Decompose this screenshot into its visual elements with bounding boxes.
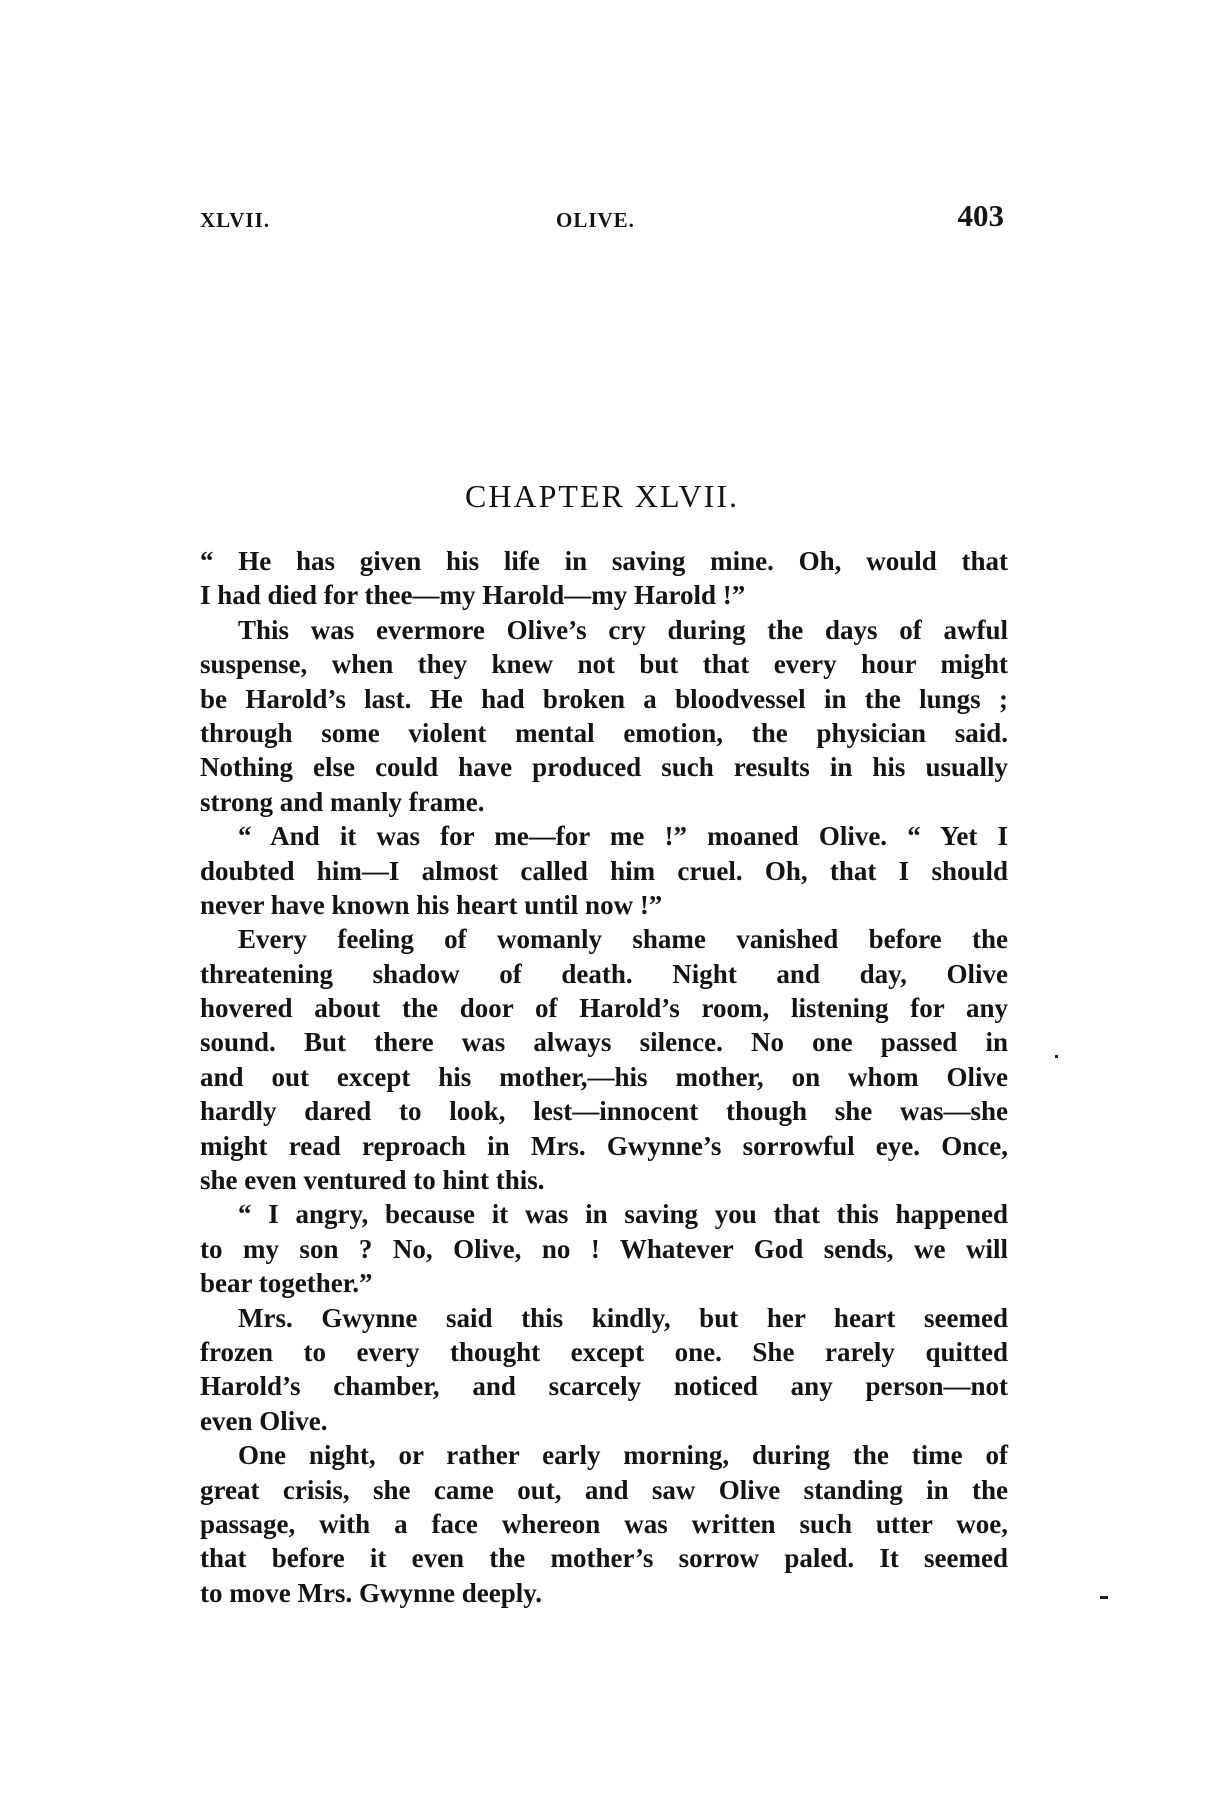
text-line: “ And it was for me—for me !” moaned Olive. “ Yet I — [238, 821, 1008, 852]
body-text — [200, 544, 1008, 1610]
text-line: even Olive. — [200, 1405, 328, 1436]
text-line: “ I angry, because it was in saving you that this happened — [238, 1199, 1008, 1230]
text-line: One night, or rather early morning, during the time of — [238, 1440, 1008, 1471]
text-line: bear together.” — [200, 1268, 373, 1299]
page-number: 403 — [957, 198, 1004, 233]
text-line: I had died for thee—my Harold—my Harold !” — [200, 580, 746, 611]
text-line: threatening shadow of death. Night and day, Olive — [200, 958, 1008, 989]
scan-speck — [1100, 1596, 1108, 1599]
running-head — [200, 198, 1004, 238]
text-line: through some violent mental emotion, the physician said. — [200, 717, 1008, 748]
text-line: Nothing else could have produced such results in his usually — [200, 752, 1008, 783]
text-line: sound. But there was always silence. No one passed in — [200, 1027, 1008, 1058]
text-line: “ He has given his life in saving mine. Oh, would that — [200, 546, 1008, 576]
text-line: to my son ? No, Olive, no ! Whatever God sends, we will — [200, 1233, 1008, 1264]
text-line: doubted him—I almost called him cruel. Oh, that I should — [200, 855, 1008, 886]
text-line: that before it even the mother’s sorrow paled. It seemed — [200, 1543, 1008, 1574]
text-line: hovered about the door of Harold’s room, listening for any — [200, 993, 1008, 1024]
text-line: strong and manly frame. — [200, 786, 485, 817]
running-head-chapter: XLVII. — [200, 208, 271, 232]
text-line: hardly dared to look, lest—innocent though she was—she — [200, 1096, 1008, 1127]
text-line: and out except his mother,—his mother, on whom Olive — [200, 1061, 1008, 1092]
text-line: be Harold’s last. He had broken a bloodvessel in the lungs ; — [200, 683, 1008, 714]
text-line: great crisis, she came out, and saw Olive standing in the — [200, 1474, 1008, 1505]
text-line: suspense, when they knew not but that every hour might — [200, 649, 1008, 680]
text-line: to move Mrs. Gwynne deeply. — [200, 1577, 542, 1608]
text-line: she even ventured to hint this. — [200, 1165, 545, 1196]
text-line: Harold’s chamber, and scarcely noticed any person—not — [200, 1371, 1008, 1402]
chapter-title: CHAPTER XLVII. — [465, 478, 739, 514]
text-line: frozen to every thought except one. She rarely quitted — [200, 1336, 1008, 1367]
text-line: Every feeling of womanly shame vanished before the — [238, 924, 1008, 955]
text-line: passage, with a face whereon was written such utter woe, — [200, 1508, 1008, 1539]
text-line: Mrs. Gwynne said this kindly, but her heart seemed — [238, 1302, 1008, 1333]
running-head-title: OLIVE. — [556, 208, 635, 232]
text-line: This was evermore Olive’s cry during the days of awful — [238, 614, 1008, 645]
scan-speck — [1055, 1055, 1058, 1058]
text-line: might read reproach in Mrs. Gwynne’s sorrowful eye. Once, — [200, 1130, 1008, 1161]
text-line: never have known his heart until now !” — [200, 889, 663, 920]
